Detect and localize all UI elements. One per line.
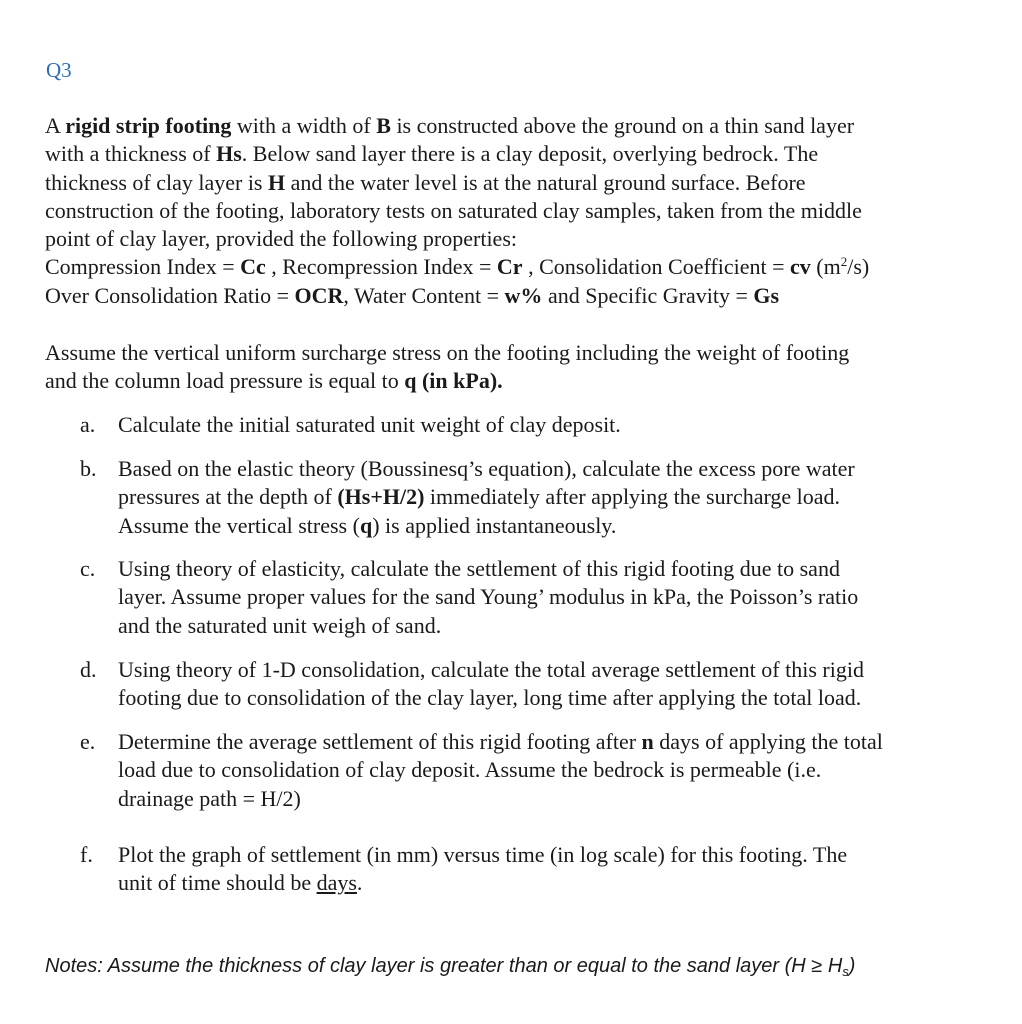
assume-line: Assume the vertical uniform surcharge stress on the footing including the weight of footing xyxy=(45,340,850,365)
text: days of applying the total xyxy=(653,729,883,754)
intro-line xyxy=(45,169,985,197)
item-marker: d. xyxy=(80,657,97,682)
text: , Recompression Index = xyxy=(265,254,497,280)
properties-line xyxy=(45,253,985,281)
item-body xyxy=(118,656,978,713)
item-body xyxy=(118,728,978,813)
text: immediately after applying the surcharge load. xyxy=(424,484,841,510)
item-body xyxy=(118,841,978,898)
text: Over Consolidation Ratio = xyxy=(45,282,295,308)
item-line: footing due to consolidation of the clay layer, long time after applying the total load. xyxy=(118,685,862,711)
bold-term-q: q xyxy=(359,512,373,538)
text: , Consolidation Coefficient = xyxy=(522,254,790,280)
text: with a thickness of xyxy=(45,141,217,167)
bold-term-depth: (Hs+H/2) xyxy=(337,484,425,510)
item-line: Based on the elastic theory (Boussinesq’s equation), calculate the excess pore water xyxy=(118,456,855,481)
intro-line xyxy=(45,140,985,168)
bold-term-cv: cv xyxy=(790,254,811,280)
item-marker: f. xyxy=(80,842,93,867)
bold-term-q: q (in kPa). xyxy=(404,368,503,394)
assume-line xyxy=(45,367,985,395)
bold-term-w: w% xyxy=(504,282,543,308)
bold-term-Cc: Cc xyxy=(240,254,266,280)
text: (m xyxy=(810,254,841,280)
notes-text-end: ) xyxy=(848,955,856,977)
text: unit of time should be xyxy=(118,870,317,896)
bold-term-Gs: Gs xyxy=(753,282,780,308)
item-marker: a. xyxy=(80,412,96,437)
text: thickness of clay layer is xyxy=(45,169,268,195)
bold-term-n: n xyxy=(641,729,654,754)
text: ) is applied instantaneously. xyxy=(372,512,617,538)
text: . Below sand layer there is a clay deposit, overlying bedrock. The xyxy=(241,141,819,167)
bold-term-H: H xyxy=(268,169,286,195)
assumption-paragraph xyxy=(45,339,985,396)
item-line: drainage path = H/2) xyxy=(118,785,301,811)
bold-term-rigid-strip-footing: rigid strip footing xyxy=(65,113,232,138)
bold-term-OCR: OCR xyxy=(294,282,344,308)
text: is constructed above the ground on a thin sand layer xyxy=(390,113,855,138)
item-marker: b. xyxy=(80,456,97,481)
text: with a width of xyxy=(231,113,377,138)
properties-line xyxy=(45,282,985,310)
item-body xyxy=(118,411,978,439)
item-line xyxy=(118,512,978,540)
bold-term-Cr: Cr xyxy=(496,254,523,280)
superscript: 2 xyxy=(840,254,848,270)
text: . xyxy=(356,870,363,896)
text: Assume the vertical stress ( xyxy=(118,512,360,538)
item-line: Calculate the initial saturated unit weight of clay deposit. xyxy=(118,412,621,437)
question-title: Q3 xyxy=(46,58,72,82)
item-line xyxy=(118,483,978,511)
problem-statement xyxy=(45,112,985,310)
underlined-term-days: days xyxy=(316,870,357,896)
text: and the water level is at the natural ground surface. Before xyxy=(285,169,806,195)
item-line xyxy=(118,869,978,897)
text: and the column load pressure is equal to xyxy=(45,368,405,394)
item-body xyxy=(118,455,978,540)
item-line: Using theory of 1-D consolidation, calculate the total average settlement of this rigid xyxy=(118,657,864,682)
text: Compression Index = xyxy=(45,254,241,280)
text: and Specific Gravity = xyxy=(542,282,754,308)
intro-line xyxy=(45,112,985,140)
item-marker: e. xyxy=(80,729,96,754)
item-line: Using theory of elasticity, calculate the settlement of this rigid footing due to sand xyxy=(118,556,840,581)
intro-line: construction of the footing, laboratory tests on saturated clay samples, taken from the middle xyxy=(45,197,862,223)
text: Determine the average settlement of this rigid footing after xyxy=(118,729,642,754)
bold-term-B: B xyxy=(376,113,391,138)
text: /s) xyxy=(847,254,870,280)
item-line: load due to consolidation of clay deposit. Assume the bedrock is permeable (i.e. xyxy=(118,757,822,783)
item-line xyxy=(118,728,978,756)
item-line: Plot the graph of settlement (in mm) versus time (in log scale) for this footing. The xyxy=(118,842,848,867)
text: A xyxy=(45,113,66,138)
text: pressures at the depth of xyxy=(118,484,338,510)
item-line: and the saturated unit weigh of sand. xyxy=(118,612,442,638)
item-marker: c. xyxy=(80,556,96,581)
intro-line: point of clay layer, provided the following properties: xyxy=(45,226,517,252)
text: , Water Content = xyxy=(343,282,505,308)
bold-term-Hs: Hs xyxy=(216,141,242,167)
notes-footer xyxy=(45,955,855,978)
item-body xyxy=(118,555,978,640)
notes-text: Notes: Assume the thickness of clay layer is greater than or equal to the sand layer (H ≥ H xyxy=(45,955,843,977)
subscript: s xyxy=(842,964,849,979)
item-line: layer. Assume proper values for the sand Young’ modulus in kPa, the Poisson’s ratio xyxy=(118,584,859,610)
